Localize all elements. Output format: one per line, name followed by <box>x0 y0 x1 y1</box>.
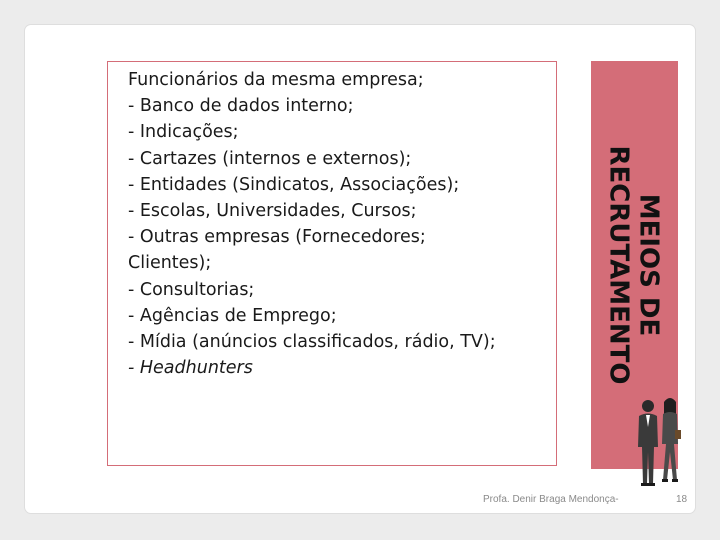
list-item: - Outras empresas (Fornecedores; <box>128 227 426 248</box>
list-item: - Indicações; <box>128 122 239 143</box>
business-people-icon <box>628 392 688 492</box>
list-item: Funcionários da mesma empresa; <box>128 70 424 90</box>
list-item: - Mídia (anúncios classificados, rádio, TV); <box>128 332 496 353</box>
list-item: Clientes); <box>128 253 212 274</box>
slide-title <box>591 115 678 415</box>
list-item: - Banco de dados interno; <box>128 96 354 117</box>
list-item: - Entidades (Sindicatos, Associações); <box>128 174 460 195</box>
list-item: - Consultorias; <box>128 279 255 300</box>
footer-author: Profa. Denir Braga Mendonça- <box>483 494 619 505</box>
list-item: - Cartazes (internos e externos); <box>128 148 412 169</box>
list-item: - Agências de Emprego; <box>128 305 337 326</box>
page-number: 18 <box>676 494 688 505</box>
list-item: - Headhunters <box>128 358 253 379</box>
title-line-1: MEIOS DE <box>634 193 664 337</box>
title-line-2: RECRUTAMENTO <box>604 145 634 385</box>
recruitment-sources-list <box>128 67 568 381</box>
list-item: - Escolas, Universidades, Cursos; <box>128 201 417 222</box>
